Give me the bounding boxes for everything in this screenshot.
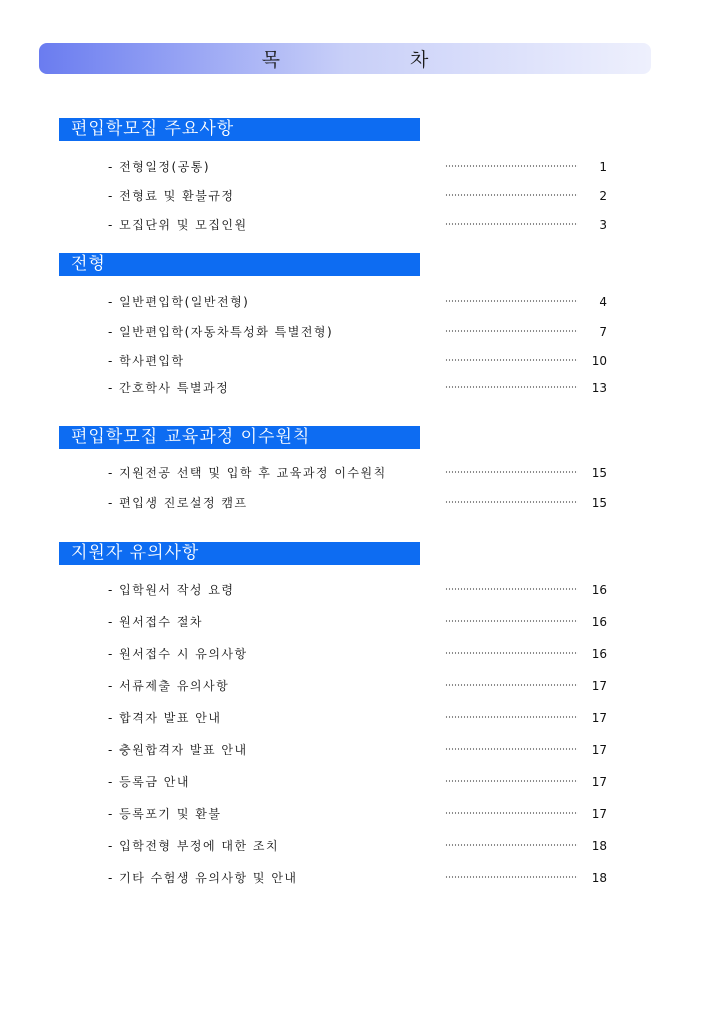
- toc-entry-label: - 일반편입학(일반전형): [108, 295, 250, 309]
- dot-leader: [445, 748, 578, 750]
- toc-entry-page: 4: [599, 295, 607, 309]
- toc-entry-label: - 서류제출 유의사항: [108, 679, 230, 693]
- toc-entry[interactable]: [0, 293, 720, 311]
- toc-entry-label: - 입학원서 작성 요령: [108, 583, 235, 597]
- toc-entry[interactable]: [0, 677, 720, 695]
- toc-entry[interactable]: [0, 645, 720, 663]
- dot-leader: [445, 300, 578, 302]
- toc-entry-label: - 지원전공 선택 및 입학 후 교육과정 이수원칙: [108, 466, 387, 480]
- toc-entry-page: 16: [591, 583, 607, 597]
- dot-leader: [445, 194, 578, 196]
- section-heading-selection: 전형: [59, 253, 420, 276]
- dot-leader: [445, 165, 578, 167]
- dot-leader: [445, 223, 578, 225]
- toc-entry[interactable]: [0, 379, 720, 397]
- toc-entry-page: 17: [591, 807, 607, 821]
- toc-entry-page: 17: [591, 679, 607, 693]
- toc-entry-page: 15: [591, 496, 607, 510]
- dot-leader: [445, 844, 578, 846]
- toc-entry[interactable]: [0, 187, 720, 205]
- toc-entry-label: - 전형료 및 환불규정: [108, 189, 235, 203]
- dot-leader: [445, 359, 578, 361]
- dot-leader: [445, 684, 578, 686]
- dot-leader: [445, 716, 578, 718]
- toc-entry[interactable]: [0, 773, 720, 791]
- page-title: 목 차: [261, 49, 491, 71]
- toc-entry[interactable]: [0, 613, 720, 631]
- toc-entry-page: 3: [599, 218, 607, 232]
- toc-entry-page: 18: [591, 839, 607, 853]
- toc-entry-page: 18: [591, 871, 607, 885]
- toc-entry-label: - 모집단위 및 모집인원: [108, 218, 248, 232]
- toc-entry-label: - 원서접수 절차: [108, 615, 204, 629]
- toc-entry-label: - 전형일정(공통): [108, 160, 211, 174]
- dot-leader: [445, 620, 578, 622]
- dot-leader: [445, 876, 578, 878]
- toc-entry-page: 1: [599, 160, 607, 174]
- section-heading-curriculum-principles: 편입학모집 교육과정 이수원칙: [59, 426, 420, 449]
- dot-leader: [445, 471, 578, 473]
- toc-entry[interactable]: [0, 581, 720, 599]
- section-heading-admission-overview: 편입학모집 주요사항: [59, 118, 420, 141]
- toc-entry-label: - 원서접수 시 유의사항: [108, 647, 248, 661]
- toc-entry[interactable]: [0, 837, 720, 855]
- toc-entry-label: - 일반편입학(자동차특성화 특별전형): [108, 325, 334, 339]
- dot-leader: [445, 780, 578, 782]
- dot-leader: [445, 501, 578, 503]
- toc-entry[interactable]: [0, 494, 720, 512]
- toc-entry[interactable]: [0, 869, 720, 887]
- toc-entry[interactable]: [0, 709, 720, 727]
- toc-entry-page: 16: [591, 647, 607, 661]
- toc-entry[interactable]: [0, 352, 720, 370]
- toc-entry-label: - 합격자 발표 안내: [108, 711, 222, 725]
- toc-entry-label: - 기타 수험생 유의사항 및 안내: [108, 871, 298, 885]
- toc-entry-label: - 간호학사 특별과정: [108, 381, 230, 395]
- toc-entry-page: 17: [591, 775, 607, 789]
- toc-entry-page: 17: [591, 711, 607, 725]
- toc-entry-label: - 등록포기 및 환불: [108, 807, 222, 821]
- dot-leader: [445, 652, 578, 654]
- dot-leader: [445, 330, 578, 332]
- toc-entry[interactable]: [0, 805, 720, 823]
- toc-entry[interactable]: [0, 158, 720, 176]
- toc-entry-page: 10: [591, 354, 607, 368]
- toc-entry-page: 2: [599, 189, 607, 203]
- dot-leader: [445, 812, 578, 814]
- toc-entry-label: - 충원합격자 발표 안내: [108, 743, 248, 757]
- toc-entry-page: 16: [591, 615, 607, 629]
- section-heading-applicant-notes: 지원자 유의사항: [59, 542, 420, 565]
- toc-entry-page: 7: [599, 325, 607, 339]
- toc-entry-page: 13: [591, 381, 607, 395]
- toc-entry-page: 15: [591, 466, 607, 480]
- toc-entry[interactable]: [0, 741, 720, 759]
- toc-entry[interactable]: [0, 464, 720, 482]
- dot-leader: [445, 386, 578, 388]
- toc-entry-label: - 학사편입학: [108, 354, 185, 368]
- toc-title-banner: [39, 43, 651, 74]
- toc-entry-label: - 등록금 안내: [108, 775, 190, 789]
- toc-entry[interactable]: [0, 323, 720, 341]
- toc-entry-label: - 편입생 진로설정 캠프: [108, 496, 248, 510]
- toc-entry-label: - 입학전형 부정에 대한 조치: [108, 839, 280, 853]
- toc-entry[interactable]: [0, 216, 720, 234]
- toc-entry-page: 17: [591, 743, 607, 757]
- dot-leader: [445, 588, 578, 590]
